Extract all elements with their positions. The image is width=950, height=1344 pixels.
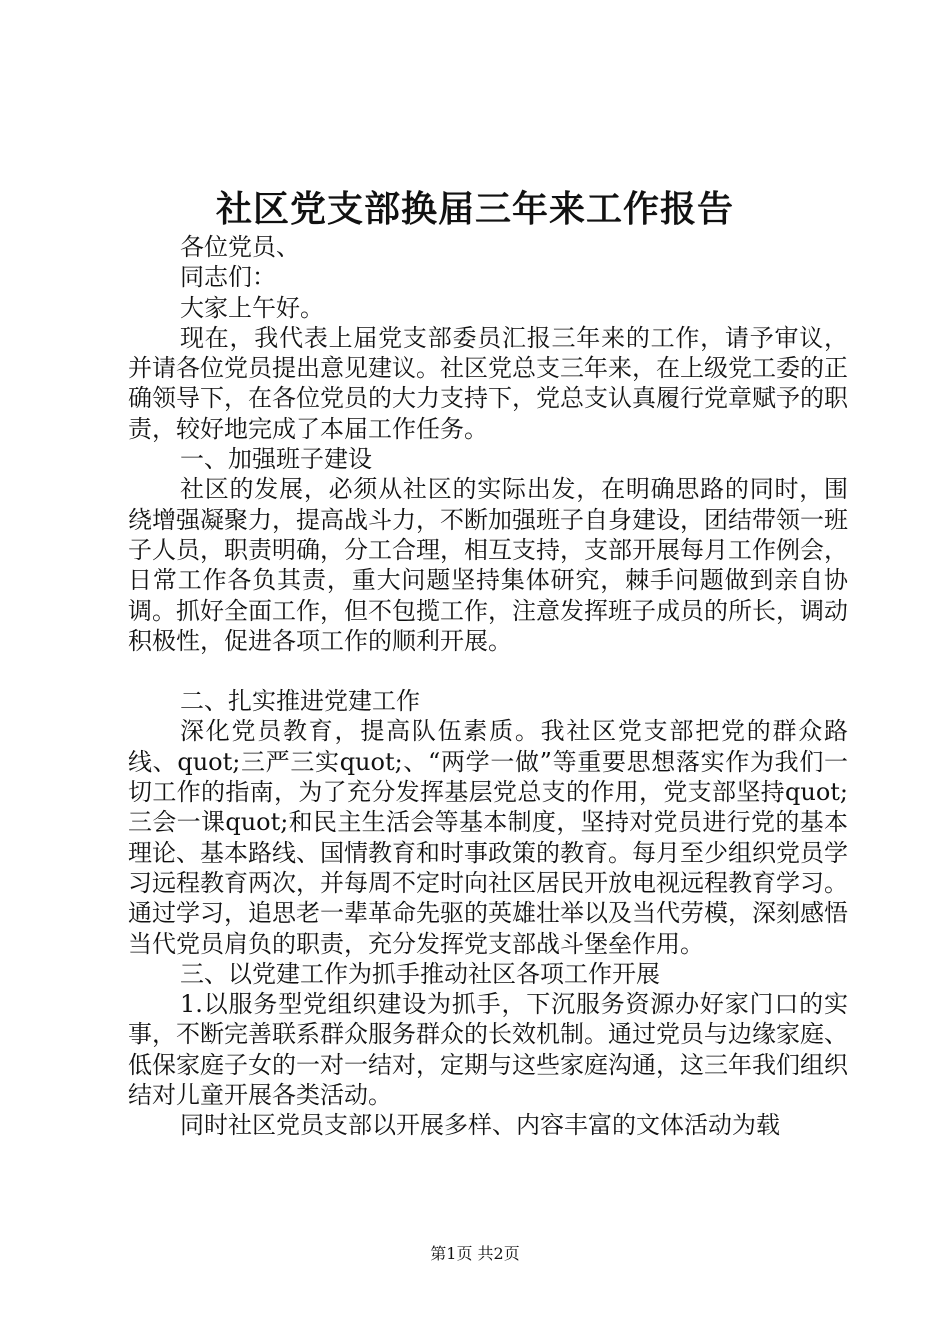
section-3-heading: 三、以党建工作为抓手推动社区各项工作开展 — [180, 959, 660, 988]
document-body — [128, 232, 848, 1141]
greeting-line-3: 大家上午好。 — [180, 293, 324, 322]
section-2-heading: 二、扎实推进党建工作 — [180, 687, 420, 716]
intro-paragraph: 现在，我代表上届党支部委员汇报三年来的工作，请予审议，并请各位党员提出意见建议。社区党总支三年来，在上级党工委的正确领导下，在各位党员的大力支持下，党总支认真履行党章赋予的职责，较好地完成了本届工作任务。 — [128, 323, 848, 443]
greeting-line-2: 同志们： — [180, 263, 276, 292]
paragraph-spacer — [128, 656, 848, 686]
page-indicator: 第1页 共2页 — [430, 1244, 520, 1263]
section-1-heading: 一、加强班子建设 — [180, 445, 372, 474]
document-title: 社区党支部换届三年来工作报告 — [215, 188, 734, 230]
greeting-line-1: 各位党员、 — [180, 233, 300, 261]
section-1-paragraph: 社区的发展，必须从社区的实际出发，在明确思路的同时，围绕增强凝聚力，提高战斗力，不断加强班子自身建设，团结带领一班子人员，职责明确，分工合理，相互支持，支部开展每月工作例会，日常工作各负其责，重大问题坚持集体研究，棘手问题做到亲自协调。抓好全面工作，但不包揽工作，注意发挥班子成员的所长，调动积极性，促进各项工作的顺利开展。 — [128, 475, 848, 655]
section-2-paragraph: 深化党员教育，提高队伍素质。我社区党支部把党的群众路线、quot;三严三实quot;、“两学一做”等重要思想落实作为我们一切工作的指南，为了充分发挥基层党总支的作用，党支部坚持quot;三会一课quot;和民主生活会等基本制度，坚持对党员进行党的基本理论、基本路线、国情教育和时事政策的教育。每月至少组织党员学习远程教育两次，并每周不定时向社区居民开放电视远程教育学习。通过学习，追思老一辈革命先驱的英雄壮举以及当代劳模，深刻感悟当代党员肩负的职责，充分发挥党支部战斗堡垒作用。 — [128, 717, 848, 958]
section-3-item-1: 1.以服务型党组织建设为抓手，下沉服务资源办好家门口的实事，不断完善联系群众服务群众的长效机制。通过党员与边缘家庭、低保家庭子女的一对一结对，定期与这些家庭沟通，这三年我们组织结对儿童开展各类活动。 — [128, 990, 848, 1110]
section-3-item-2: 同时社区党员支部以开展多样、内容丰富的文体活动为载 — [180, 1111, 780, 1140]
